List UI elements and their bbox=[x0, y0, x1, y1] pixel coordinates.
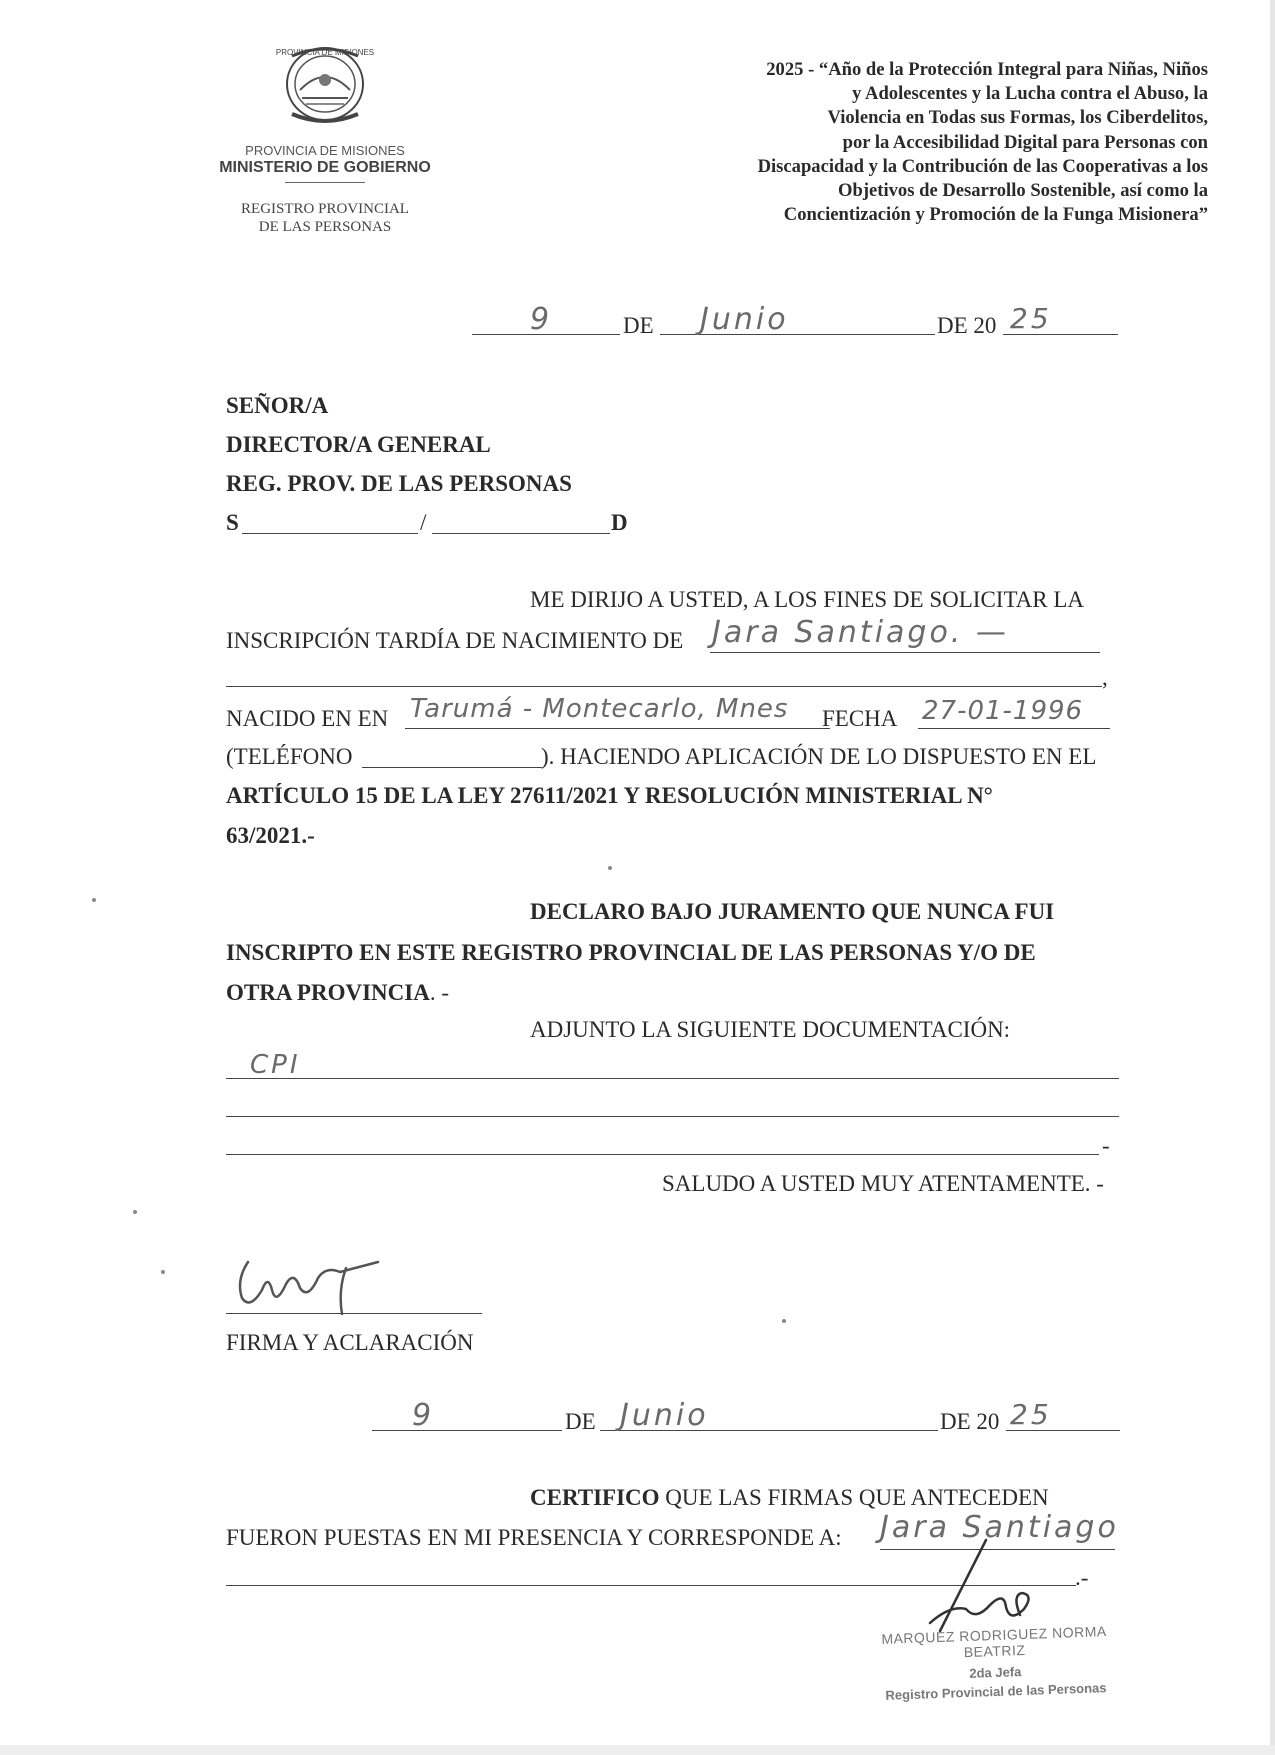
addressee-line-b bbox=[432, 533, 610, 534]
province-label: PROVINCIA DE MISIONES bbox=[245, 143, 405, 158]
header-logo-block bbox=[200, 44, 450, 236]
date-top-day: 9 bbox=[530, 302, 553, 337]
signature-label: FIRMA Y ACLARACIÓN bbox=[226, 1330, 474, 1355]
registry-label-line2: DE LAS PERSONAS bbox=[258, 219, 392, 235]
scan-speck bbox=[133, 1210, 137, 1214]
date-top-year: 25 bbox=[1010, 302, 1052, 335]
applicant-name: Jara Santiago. — bbox=[712, 615, 1009, 650]
documents-line-1[interactable] bbox=[226, 1078, 1119, 1079]
certification-line1 bbox=[530, 1485, 1049, 1511]
certification-bold: CERTIFICO bbox=[530, 1485, 660, 1510]
declaration-line3-end: . - bbox=[429, 980, 449, 1005]
scan-speck bbox=[161, 1270, 165, 1274]
birth-place-line[interactable] bbox=[405, 728, 830, 729]
year-motto bbox=[560, 58, 1208, 227]
date-bottom-year: 25 bbox=[1010, 1398, 1052, 1431]
addressee-s: S bbox=[226, 510, 239, 535]
scan-speck bbox=[92, 898, 96, 902]
born-in-label: NACIDO EN EN bbox=[226, 706, 389, 731]
date-top-month: Junio bbox=[700, 302, 789, 337]
date-bottom-day-line[interactable] bbox=[372, 1430, 562, 1431]
certification-end: .- bbox=[1075, 1565, 1089, 1590]
documents-line-3[interactable] bbox=[226, 1154, 1099, 1155]
phone-line[interactable] bbox=[362, 767, 542, 768]
date-top-de2: DE 20 bbox=[937, 313, 997, 338]
date-top-de1: DE bbox=[623, 313, 654, 338]
stamp-name: MARQUEZ RODRIGUEZ NORMA BEATRIZ bbox=[881, 1623, 1107, 1661]
phone-label: (TELÉFONO bbox=[226, 744, 353, 769]
motto-line: por la Accesibilidad Digital para Personas con bbox=[842, 131, 1208, 153]
addressee-line2: DIRECTOR/A GENERAL bbox=[226, 432, 491, 457]
addressee-line-a bbox=[242, 533, 418, 534]
motto-line: y Adolescentes y la Lucha contra el Abuso, la bbox=[852, 83, 1208, 105]
official-signature-icon bbox=[910, 1535, 1060, 1635]
law-reference: ARTÍCULO 15 DE LA LEY 27611/2021 Y RESOLUCIÓN MINISTERIAL N° bbox=[226, 783, 993, 808]
applicant-name-line-2[interactable] bbox=[226, 686, 1102, 687]
signature-line[interactable] bbox=[226, 1313, 482, 1314]
request-late-registration-label: INSCRIPCIÓN TARDÍA DE NACIMIENTO DE bbox=[226, 628, 684, 653]
applicant-comma: , bbox=[1102, 665, 1108, 690]
birth-place: Tarumá - Montecarlo, Mnes bbox=[410, 694, 789, 724]
addressee-slash: / bbox=[420, 510, 427, 535]
declaration-line3-bold: OTRA PROVINCIA bbox=[226, 980, 430, 1005]
resolution-number: 63/2021.- bbox=[226, 823, 315, 848]
addressee-line3: REG. PROV. DE LAS PERSONAS bbox=[226, 471, 572, 496]
addressee-line1: SEÑOR/A bbox=[226, 393, 329, 418]
motto-line: Discapacidad y la Contribución de las Cooperativas a los bbox=[757, 155, 1208, 177]
declaration-line2: INSCRIPTO EN ESTE REGISTRO PROVINCIAL DE LAS PERSONAS Y/O DE bbox=[226, 940, 1036, 965]
applicant-signature-icon bbox=[228, 1250, 398, 1320]
birth-date-label: FECHA bbox=[822, 706, 898, 731]
scan-speck bbox=[608, 866, 612, 870]
declaration-line1: DECLARO BAJO JURAMENTO QUE NUNCA FUI bbox=[530, 899, 1055, 924]
scan-edge-bottom bbox=[0, 1745, 1275, 1755]
birth-date-line[interactable] bbox=[918, 728, 1110, 729]
motto-line: 2025 - “Año de la Protección Integral para Niñas, Niños bbox=[766, 59, 1208, 80]
date-bottom-de2: DE 20 bbox=[940, 1409, 1000, 1434]
documents-end-dash: - bbox=[1102, 1133, 1110, 1158]
scan-speck bbox=[782, 1319, 786, 1323]
stamp-title: 2da Jefa bbox=[969, 1664, 1022, 1681]
phone-rest-text: ). HACIENDO APLICACIÓN DE LO DISPUESTO EN EL bbox=[541, 744, 1097, 769]
birth-date: 27-01-1996 bbox=[922, 696, 1084, 726]
motto-line: Concientización y Promoción de la Funga Misionera” bbox=[783, 204, 1208, 226]
addressee-d: D bbox=[611, 510, 628, 535]
document-entry-1: CPI bbox=[250, 1050, 301, 1080]
logo-lettering: PROVINCIA DE MISIONES bbox=[275, 48, 375, 57]
certification-rest: QUE LAS FIRMAS QUE ANTECEDEN bbox=[659, 1485, 1049, 1510]
declaration-line3 bbox=[226, 980, 449, 1006]
certified-name: Jara Santiago bbox=[880, 1510, 1119, 1545]
closing-salutation: SALUDO A USTED MUY ATENTAMENTE. - bbox=[662, 1171, 1104, 1196]
date-bottom-day: 9 bbox=[412, 1398, 435, 1433]
date-bottom-de1: DE bbox=[565, 1409, 596, 1434]
request-intro: ME DIRIJO A USTED, A LOS FINES DE SOLICITAR LA bbox=[530, 587, 1085, 612]
date-bottom-month: Junio bbox=[620, 1398, 709, 1433]
registry-label-line1: REGISTRO PROVINCIAL bbox=[241, 201, 409, 217]
ministry-label: MINISTERIO DE GOBIERNO bbox=[219, 159, 431, 176]
documents-label: ADJUNTO LA SIGUIENTE DOCUMENTACIÓN: bbox=[530, 1017, 1011, 1042]
certification-line2: FUERON PUESTAS EN MI PRESENCIA Y CORRESPONDE A: bbox=[226, 1525, 842, 1550]
motto-line: Objetivos de Desarrollo Sostenible, así como la bbox=[838, 180, 1208, 202]
scan-edge-right bbox=[1270, 0, 1275, 1755]
official-stamp bbox=[859, 1622, 1131, 1703]
applicant-name-line[interactable] bbox=[710, 652, 1100, 653]
header-divider bbox=[285, 182, 365, 183]
motto-line: Violencia en Todas sus Formas, los Ciberdelitos, bbox=[827, 107, 1208, 129]
stamp-office: Registro Provincial de las Personas bbox=[885, 1680, 1107, 1703]
documents-line-2[interactable] bbox=[226, 1116, 1119, 1117]
